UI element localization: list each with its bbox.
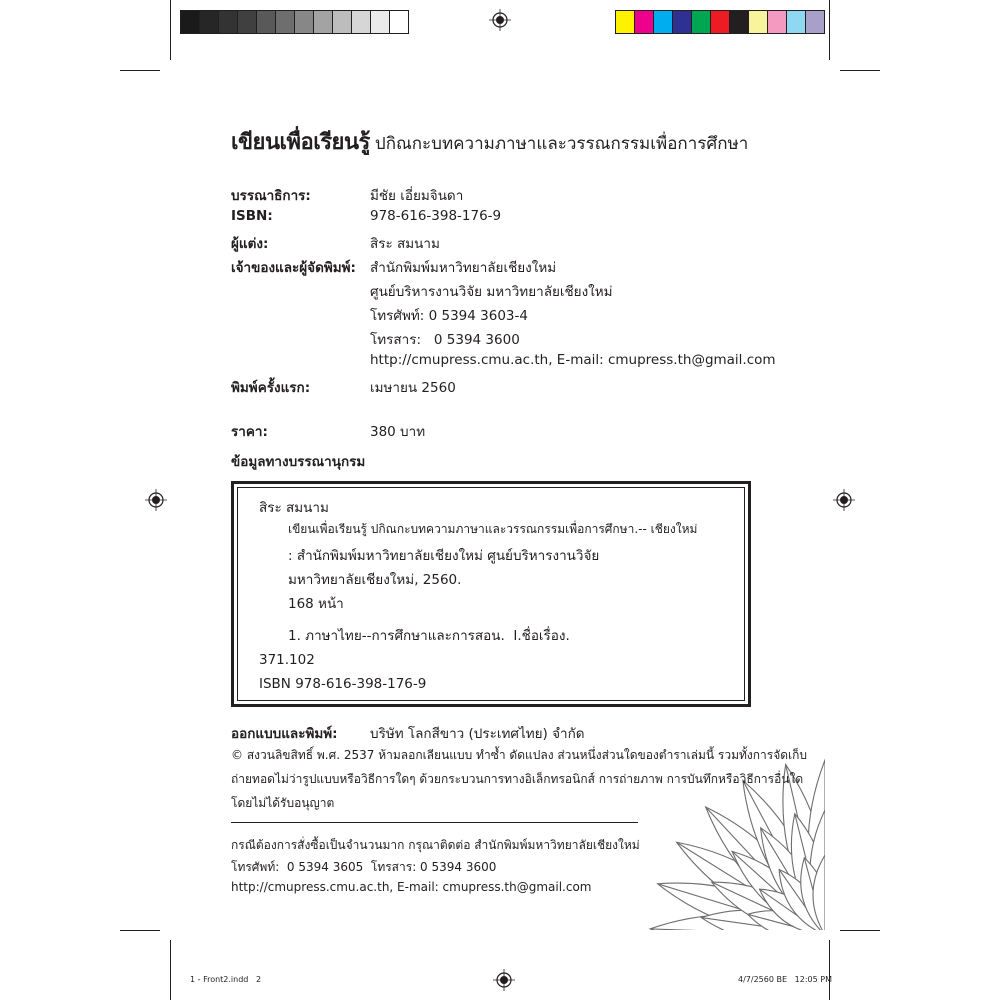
catalog-subject: 1. ภาษาไทย--การศึกษาและการสอน. I.ชื่อเรื่อง.: [288, 628, 570, 644]
author-label: ผู้แต่ง:: [231, 236, 269, 252]
catalog-line: เขียนเพื่อเรียนรู้ ปกิณกะบทความภาษาและวรรณกรรมเพื่อการศึกษา.-- เชียงใหม่: [288, 522, 698, 536]
crop-mark-bl-h: [120, 930, 160, 931]
crop-mark-br-h: [840, 930, 880, 931]
title-subtitle: ปกิณกะบทความภาษาและวรรณกรรมเพื่อการศึกษา: [374, 134, 749, 154]
color-swatch: [711, 11, 730, 33]
isbn-value: 978-616-398-176-9: [370, 208, 502, 224]
color-swatch: [787, 11, 806, 33]
copyright-line: ถ่ายทอดไม่ว่ารูปแบบหรือวิธีการใดๆ ด้วยกระบวนการทางอิเล็กทรอนิกส์ การถ่ายภาพ การบันทึกหรือวิธีการอื่นใด: [231, 772, 804, 786]
author-value: สิระ สมนาม: [370, 236, 440, 252]
publisher-line: http://cmupress.cmu.ac.th, E-mail: cmupress.th@gmail.com: [370, 352, 776, 368]
editor-label: บรรณาธิการ:: [231, 188, 311, 204]
page-title: [231, 124, 748, 159]
registration-mark-bottom: [493, 969, 515, 991]
catalog-line: มหาวิทยาลัยเชียงใหม่, 2560.: [288, 572, 462, 588]
color-swatch: [654, 11, 673, 33]
publisher-line: สำนักพิมพ์มหาวิทยาลัยเชียงใหม่: [370, 260, 557, 276]
title-bold: เขียนเพื่อเรียนรู้: [231, 130, 370, 155]
publisher-line: โทรสาร: 0 5394 3600: [370, 332, 520, 348]
catalog-heading: ข้อมูลทางบรรณานุกรม: [231, 454, 366, 470]
registration-mark-top: [489, 9, 511, 31]
catalog-isbn: ISBN 978-616-398-176-9: [259, 676, 427, 692]
price-value: 380 บาท: [370, 424, 426, 440]
gray-swatch: [219, 11, 238, 33]
color-swatch: [616, 11, 635, 33]
divider: [231, 822, 638, 823]
slug-left: 1 - Front2.indd 2: [190, 975, 262, 984]
order-line: กรณีต้องการสั่งซื้อเป็นจำนวนมาก กรุณาติดต่อ สำนักพิมพ์มหาวิทยาลัยเชียงใหม่: [231, 838, 640, 852]
editor-value: มีชัย เอี่ยมจินดา: [370, 188, 464, 204]
design-value: บริษัท โลกสีขาว (ประเทศไทย) จำกัด: [370, 726, 585, 742]
first-print-value: เมษายน 2560: [370, 380, 456, 396]
copyright-line: © สงวนลิขสิทธิ์ พ.ศ. 2537 ห้ามลอกเลียนแบบ ทำซ้ำ ดัดแปลง ส่วนหนึ่งส่วนใดของตำราเล่มนี้ รวมทั้งการจัดเก็บ: [231, 748, 808, 762]
gray-swatch: [200, 11, 219, 33]
catalog-pages: 168 หน้า: [288, 596, 344, 612]
gray-swatch: [390, 11, 408, 33]
crop-mark-tr-v: [829, 0, 830, 60]
order-line: โทรศัพท์: 0 5394 3605 โทรสาร: 0 5394 3600: [231, 860, 497, 874]
color-swatch: [749, 11, 768, 33]
color-swatch: [673, 11, 692, 33]
catalog-box: [231, 481, 751, 707]
crop-mark-bl-v: [170, 940, 171, 1000]
process-color-bar: [615, 10, 825, 34]
catalog-classification: 371.102: [259, 652, 315, 668]
color-swatch: [806, 11, 824, 33]
crop-mark-br-v: [829, 940, 830, 1000]
grayscale-color-bar: [180, 10, 409, 34]
gray-swatch: [333, 11, 352, 33]
gray-swatch: [314, 11, 333, 33]
color-swatch: [730, 11, 749, 33]
price-label: ราคา:: [231, 424, 268, 440]
catalog-line: : สำนักพิมพ์มหาวิทยาลัยเชียงใหม่ ศูนย์บริหารงานวิจัย: [288, 548, 600, 564]
design-label: ออกแบบและพิมพ์:: [231, 726, 338, 742]
crop-mark-tr-h: [840, 70, 880, 71]
copyright-line: โดยไม่ได้รับอนุญาต: [231, 796, 335, 810]
color-swatch: [768, 11, 787, 33]
gray-swatch: [371, 11, 390, 33]
color-swatch: [692, 11, 711, 33]
gray-swatch: [238, 11, 257, 33]
gray-swatch: [181, 11, 200, 33]
crop-mark-tl-h: [120, 70, 160, 71]
gray-swatch: [352, 11, 371, 33]
gray-swatch: [276, 11, 295, 33]
publisher-label: เจ้าของและผู้จัดพิมพ์:: [231, 260, 356, 276]
crop-mark-tl-v: [170, 0, 171, 60]
publisher-line: โทรศัพท์: 0 5394 3603-4: [370, 308, 528, 324]
registration-mark-right: [833, 489, 855, 511]
registration-mark-left: [145, 489, 167, 511]
gray-swatch: [257, 11, 276, 33]
order-line: http://cmupress.cmu.ac.th, E-mail: cmupress.th@gmail.com: [231, 880, 592, 894]
slug-right: 4/7/2560 BE 12:05 PM: [738, 975, 832, 984]
first-print-label: พิมพ์ครั้งแรก:: [231, 380, 311, 396]
color-swatch: [635, 11, 654, 33]
gray-swatch: [295, 11, 314, 33]
publisher-line: ศูนย์บริหารงานวิจัย มหาวิทยาลัยเชียงใหม่: [370, 284, 613, 300]
catalog-author: สิระ สมนาม: [259, 500, 329, 516]
isbn-label: ISBN:: [231, 208, 273, 224]
